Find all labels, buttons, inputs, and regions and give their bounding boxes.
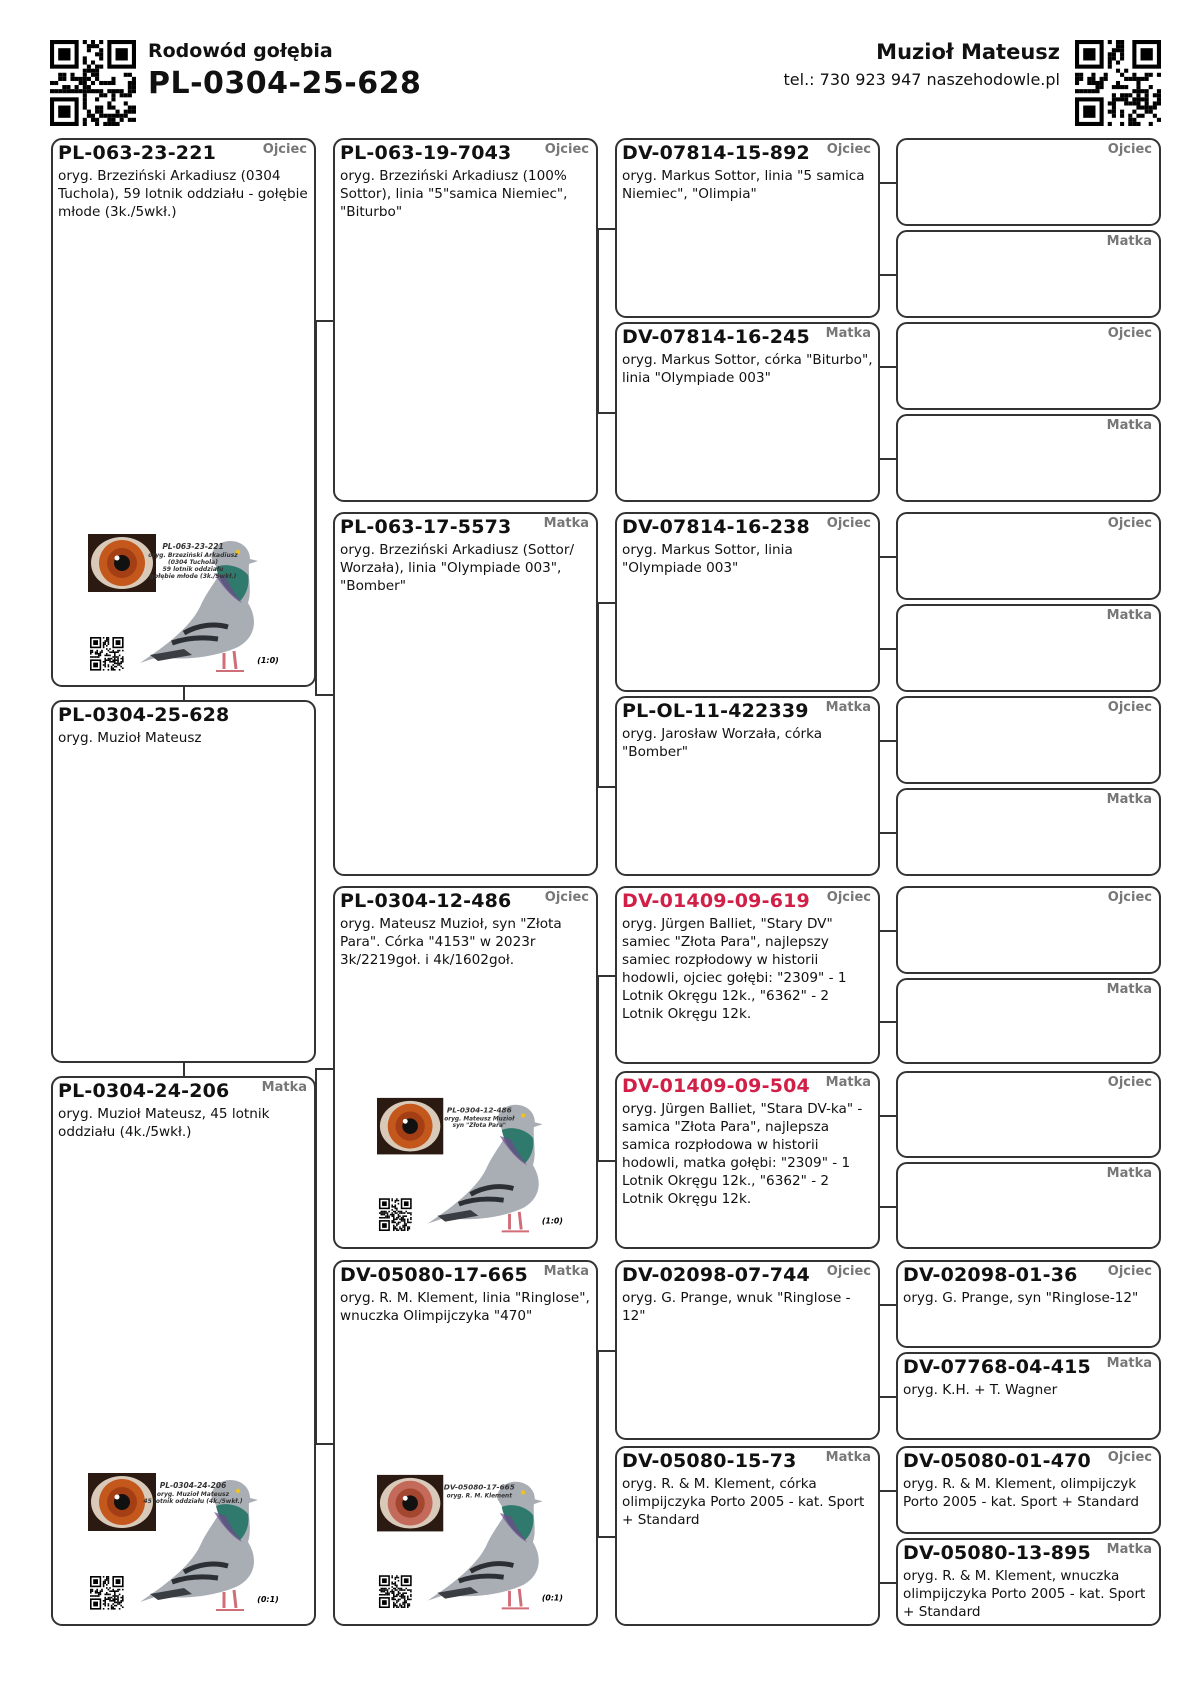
photo-label-line: 45 lotnik oddziału (4k./5wkł.) xyxy=(143,1498,243,1505)
pigeon-card-mf xyxy=(333,886,598,1249)
sex-label: Matka xyxy=(1106,234,1152,249)
ring-number: DV-02098-01-36 xyxy=(903,1264,1078,1286)
photo-qr-icon xyxy=(379,1198,412,1231)
pigeon-description: oryg. R. & M. Klement, wnuczka olimpijczyka Porto 2005 - kat. Sport + Standard xyxy=(903,1568,1146,1620)
connector-line xyxy=(878,1582,896,1584)
pigeon-card-mmm xyxy=(615,1446,880,1626)
pigeon-card-mfmm xyxy=(896,1162,1161,1249)
photo-qr-icon xyxy=(90,1576,124,1610)
ring-number: DV-01409-09-619 xyxy=(622,890,810,912)
photo-label-line: PL-0304-12-486 xyxy=(446,1105,512,1115)
photo-score: (1:0) xyxy=(541,1216,563,1226)
connector-line xyxy=(597,786,615,788)
connector-line xyxy=(878,1490,880,1584)
sex-label: Ojciec xyxy=(826,516,871,531)
pigeon-card-mfff xyxy=(896,886,1161,974)
pigeon-description: oryg. K.H. + T. Wagner xyxy=(903,1382,1058,1398)
pigeon-description: oryg. R. & M. Klement, córka olimpijczyka Porto 2005 - kat. Sport + Standard xyxy=(622,1476,865,1528)
pigeon-card-mmmm xyxy=(896,1538,1161,1626)
ring-number: DV-07814-16-238 xyxy=(622,516,810,538)
document-subtitle: Rodowód gołębia xyxy=(148,40,333,62)
photo-label-line: DV-05080-17-665 xyxy=(443,1482,515,1492)
connector-line xyxy=(315,320,333,322)
photo-label-line: oryg. R. M. Klement xyxy=(446,1493,513,1500)
pigeon-card-mfmf xyxy=(896,1071,1161,1158)
ring-number: DV-07814-15-892 xyxy=(622,142,810,164)
pigeon-card-fmmm xyxy=(896,788,1161,876)
sex-label: Ojciec xyxy=(1107,326,1152,341)
sex-label: Ojciec xyxy=(826,890,871,905)
sex-label: Matka xyxy=(825,326,871,341)
pigeon-description: oryg. Brzeziński Arkadiusz (100% Sottor), linia "5"samica Niemiec", "Biturbo" xyxy=(340,168,568,220)
sex-label: Ojciec xyxy=(826,142,871,157)
connector-line xyxy=(878,1304,896,1306)
pigeon-card-mff xyxy=(615,886,880,1064)
sex-label: Matka xyxy=(1106,982,1152,997)
pigeon-photo xyxy=(377,1472,567,1622)
sex-label: Ojciec xyxy=(544,142,589,157)
photo-label-line: (0304 Tuchola) xyxy=(168,559,218,566)
sex-label: Ojciec xyxy=(544,890,589,905)
sex-label: Ojciec xyxy=(1107,1450,1152,1465)
connector-line xyxy=(315,1068,317,1446)
connector-line xyxy=(597,602,615,604)
ring-number: DV-07814-16-245 xyxy=(622,326,810,348)
sex-label: Matka xyxy=(261,1080,307,1095)
pigeon-card-fm xyxy=(333,512,598,876)
pigeon-card-ffff xyxy=(896,138,1161,226)
photo-qr-icon xyxy=(379,1575,412,1608)
photo-label-line: oryg. Brzeziński Arkadiusz xyxy=(148,552,238,559)
photo-qr-icon xyxy=(90,637,124,671)
ring-number: DV-05080-13-895 xyxy=(903,1542,1091,1564)
sex-label: Matka xyxy=(825,1450,871,1465)
sex-label: Matka xyxy=(543,1264,589,1279)
connector-line xyxy=(597,975,599,1162)
pigeon-description: oryg. Muzioł Mateusz xyxy=(58,730,202,746)
sex-label: Ojciec xyxy=(1107,1075,1152,1090)
pigeon-description: oryg. R. M. Klement, linia "Ringlose", wnuczka Olimpijczyka "470" xyxy=(340,1290,590,1324)
pigeon-photo xyxy=(88,1472,283,1622)
pigeon-card-fffm xyxy=(896,230,1161,318)
connector-line xyxy=(878,930,896,932)
ring-number: DV-01409-09-504 xyxy=(622,1075,810,1097)
pigeon-photo xyxy=(88,533,283,683)
photo-score: (0:1) xyxy=(541,1593,563,1603)
owner-contact: tel.: 730 923 947 naszehodowle.pl xyxy=(783,70,1060,89)
connector-line xyxy=(597,1350,599,1538)
sex-label: Ojciec xyxy=(1107,890,1152,905)
pigeon-description: oryg. Jürgen Balliet, "Stara DV-ka" - samica "Złota Para", najlepsza samica rozpłodowa w historii hodowli, matka gołębi: "2309" - 1 Lotnik Okręgu 12k., "6362" - 2 Lotnik Okręgu 12k. xyxy=(622,1101,863,1207)
pigeon-card-mmmf xyxy=(896,1446,1161,1534)
connector-line xyxy=(878,1206,896,1208)
sex-label: Matka xyxy=(1106,418,1152,433)
connector-line xyxy=(878,648,896,650)
pigeon-card-ffmm xyxy=(896,414,1161,502)
connector-line xyxy=(878,1490,896,1492)
owner-name: Muzioł Mateusz xyxy=(876,40,1060,64)
connector-line xyxy=(878,182,880,276)
pigeon-description: oryg. Markus Sottor, córka "Biturbo", linia "Olympiade 003" xyxy=(622,352,873,386)
connector-line xyxy=(878,740,880,834)
connector-line xyxy=(878,1304,880,1398)
pigeon-description: oryg. G. Prange, syn "Ringlose-12" xyxy=(903,1290,1139,1306)
pigeon-card-fmmf xyxy=(896,696,1161,784)
sex-label: Ojciec xyxy=(1107,516,1152,531)
connector-line xyxy=(878,274,896,276)
pigeon-card-mmf xyxy=(615,1260,880,1440)
connector-line xyxy=(315,320,317,696)
pigeon-description: oryg. Brzeziński Arkadiusz (Sottor/ Worzała), linia "Olympiade 003", "Bomber" xyxy=(340,542,575,594)
connector-line xyxy=(597,1160,615,1162)
connector-line xyxy=(878,366,880,460)
ring-number: DV-07768-04-415 xyxy=(903,1356,1091,1378)
pigeon-description: oryg. Brzeziński Arkadiusz (0304 Tuchola), 59 lotnik oddziału - gołębie młode (3k./5wkł.) xyxy=(58,168,308,220)
connector-line xyxy=(878,556,896,558)
photo-label-line: syn "Złota Para" xyxy=(452,1123,506,1130)
pigeon-description: oryg. Markus Sottor, linia "Olympiade 003" xyxy=(622,542,793,576)
connector-line xyxy=(878,740,896,742)
connector-line xyxy=(597,1350,615,1352)
connector-line xyxy=(878,930,880,1023)
pigeon-card-mmfm xyxy=(896,1352,1161,1440)
pigeon-description: oryg. Jürgen Balliet, "Stary DV" samiec "Złota Para", najlepszy samiec rozpłodowy w historii hodowli, ojciec gołębi: "2309" - 1 Lotnik Okręgu 12k., "6362" - 2 Lotnik Okręgu 12k. xyxy=(622,916,847,1022)
pigeon-card-fmfm xyxy=(896,604,1161,692)
pigeon-description: oryg. G. Prange, wnuk "Ringlose - 12" xyxy=(622,1290,851,1324)
ring-number: PL-063-19-7043 xyxy=(340,142,512,164)
pigeon-card-ff xyxy=(333,138,598,502)
pigeon-card-ffmf xyxy=(896,322,1161,410)
sex-label: Matka xyxy=(543,516,589,531)
connector-line xyxy=(315,1068,333,1070)
qr-code-left-icon xyxy=(50,40,136,126)
photo-label-line: oryg. Mateusz Muzioł xyxy=(444,1116,515,1123)
pigeon-description: oryg. Markus Sottor, linia "5 samica Niemiec", "Olimpia" xyxy=(622,168,865,202)
sex-label: Matka xyxy=(825,700,871,715)
connector-line xyxy=(597,975,615,977)
connector-line xyxy=(878,1396,896,1398)
connector-line xyxy=(878,1115,880,1208)
connector-line xyxy=(597,412,615,414)
photo-score: (1:0) xyxy=(257,656,279,665)
pigeon-card-mm xyxy=(333,1260,598,1626)
ring-number: DV-05080-15-73 xyxy=(622,1450,797,1472)
ring-number: DV-02098-07-744 xyxy=(622,1264,810,1286)
pigeon-card-fmf xyxy=(615,512,880,692)
pigeon-card-mmff xyxy=(896,1260,1161,1348)
ring-number: DV-05080-01-470 xyxy=(903,1450,1091,1472)
connector-line xyxy=(597,228,615,230)
connector-line xyxy=(878,556,880,650)
connector-line xyxy=(597,228,599,414)
pigeon-card-mfm xyxy=(615,1071,880,1249)
photo-label-line: 59 lotnik oddziału xyxy=(162,566,224,573)
connector-line xyxy=(878,832,896,834)
pigeon-card-f xyxy=(51,138,316,687)
connector-line xyxy=(878,366,896,368)
connector-line xyxy=(878,458,896,460)
sex-label: Ojciec xyxy=(262,142,307,157)
document-ring-number: PL-0304-25-628 xyxy=(148,66,422,101)
connector-line xyxy=(597,602,599,788)
ring-number: PL-0304-25-628 xyxy=(58,704,230,726)
pigeon-card-m xyxy=(51,1076,316,1626)
pigeon-card-fmm xyxy=(615,696,880,876)
pigeon-description: oryg. Jarosław Worzała, córka "Bomber" xyxy=(622,726,823,760)
ring-number: PL-0304-12-486 xyxy=(340,890,512,912)
ring-number: PL-063-23-221 xyxy=(58,142,217,164)
connector-line xyxy=(315,1443,333,1445)
ring-number: PL-063-17-5573 xyxy=(340,516,512,538)
photo-label-line: PL-0304-24-206 xyxy=(159,1481,227,1490)
pigeon-card-ffm xyxy=(615,322,880,502)
connector-line xyxy=(878,1021,896,1023)
photo-label-line: oryg. Muzioł Mateusz xyxy=(156,1491,230,1498)
pigeon-description: oryg. Mateusz Muzioł, syn "Złota Para". Córka "4153" w 2023r 3k/2219goł. i 4k/1602goł. xyxy=(340,916,562,968)
sex-label: Matka xyxy=(1106,1542,1152,1557)
pigeon-card-fff xyxy=(615,138,880,318)
sex-label: Ojciec xyxy=(1107,700,1152,715)
pigeon-card-fmff xyxy=(896,512,1161,600)
connector-line xyxy=(183,1063,185,1076)
pigeon-card-mffm xyxy=(896,978,1161,1064)
ring-number: DV-05080-17-665 xyxy=(340,1264,528,1286)
sex-label: Ojciec xyxy=(1107,1264,1152,1279)
pigeon-description: oryg. Muzioł Mateusz, 45 lotnik oddziału (4k./5wkł.) xyxy=(58,1106,270,1140)
connector-line xyxy=(878,182,896,184)
photo-score: (0:1) xyxy=(257,1595,279,1604)
sex-label: Ojciec xyxy=(1107,142,1152,157)
photo-label-line: gołębie młode (3k./5wkł.) xyxy=(149,573,237,580)
connector-line xyxy=(597,1536,615,1538)
ring-number: PL-0304-24-206 xyxy=(58,1080,230,1102)
sex-label: Matka xyxy=(1106,608,1152,623)
qr-code-right-icon xyxy=(1075,40,1161,126)
photo-label-line: PL-063-23-221 xyxy=(162,542,224,551)
ring-number: PL-OL-11-422339 xyxy=(622,700,809,722)
sex-label: Matka xyxy=(825,1075,871,1090)
sex-label: Matka xyxy=(1106,1166,1152,1181)
pigeon-photo xyxy=(377,1095,567,1245)
pigeon-description: oryg. R. & M. Klement, olimpijczyk Porto 2005 - kat. Sport + Standard xyxy=(903,1476,1140,1510)
sex-label: Matka xyxy=(1106,792,1152,807)
sex-label: Matka xyxy=(1106,1356,1152,1371)
connector-line xyxy=(878,1115,896,1117)
connector-line xyxy=(315,694,333,696)
connector-line xyxy=(183,687,185,700)
subject-pigeon-card xyxy=(51,700,316,1063)
sex-label: Ojciec xyxy=(826,1264,871,1279)
